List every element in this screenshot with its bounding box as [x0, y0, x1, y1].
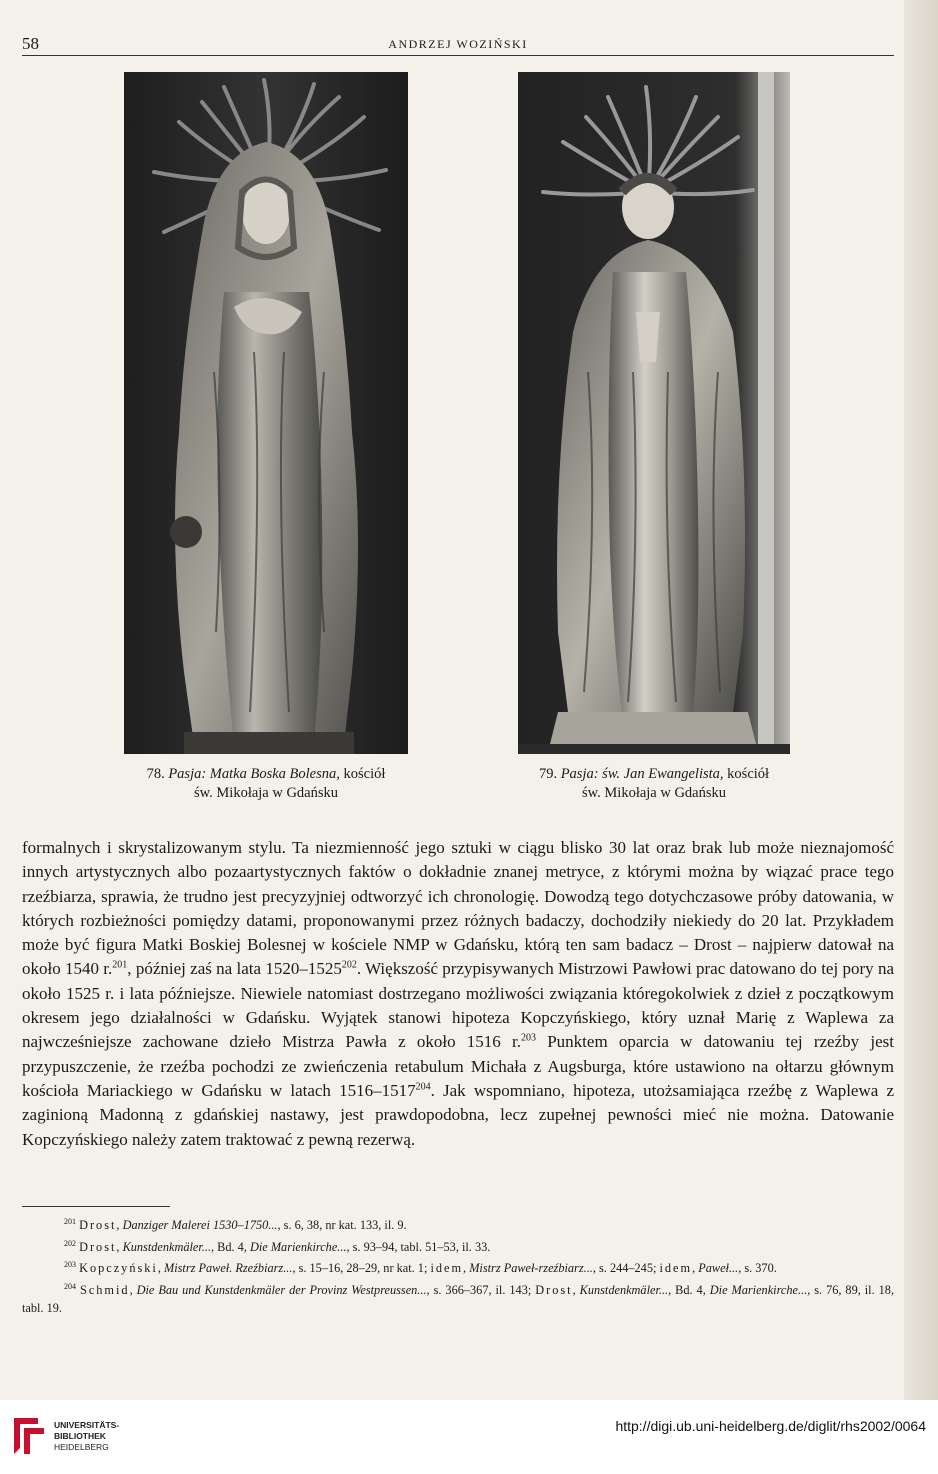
header-rule	[22, 55, 894, 56]
footnote-ref-202[interactable]: 202	[341, 959, 357, 971]
caption-title: Pasja: Matka Boska Bolesna,	[168, 766, 340, 782]
caption-title: Pasja: św. Jan Ewangelista,	[560, 766, 724, 782]
caption-text: kościół	[339, 766, 386, 782]
digitization-footer	[0, 1400, 938, 1474]
caption-number: 79.	[538, 766, 558, 782]
running-head: ANDRZEJ WOZIŃSKI	[388, 37, 528, 51]
figure-79-photo	[518, 72, 790, 754]
footnote-ref-203[interactable]: 203	[521, 1032, 536, 1044]
figure-78-caption	[104, 765, 428, 803]
mater-dolorosa-sculpture	[124, 72, 408, 754]
footnote-ref-204[interactable]: 204	[415, 1081, 431, 1093]
footnote-rule	[22, 1206, 170, 1207]
footnote-201: $^{201}$ Drost, Danziger Malerei 1530–1750..., s. 6, 38, nr kat. 133, il. 9.	[64, 1217, 407, 1233]
page-header	[22, 34, 894, 54]
library-name: UNIVERSITÄTS- BIBLIOTHEK HEIDELBERG	[54, 1420, 120, 1452]
caption-location: św. Mikołaja w Gdańsku	[581, 785, 727, 801]
figure-78-photo	[124, 72, 408, 754]
footnote-ref-201[interactable]: 201	[112, 959, 128, 971]
figure-79-caption	[494, 765, 814, 803]
page-edge	[904, 0, 938, 1400]
library-logo-icon[interactable]	[10, 1414, 48, 1458]
source-url-link[interactable]: http://digi.ub.uni-heidelberg.de/diglit/rhs2002/0064	[615, 1418, 926, 1434]
footnote-203: $^{203}$ Kopczyński, Mistrz Paweł. Rzeźbiarz..., s. 15–16, 28–29, nr kat. 1; idem, Mistrz Paweł-rzeźbiarz..., s. 244–245; idem, Paweł..., s. 370.	[64, 1260, 777, 1276]
body-paragraph: formalnych i skrystalizowanym stylu. Ta niezmienność jego sztuki w ciągu blisko 30 lat oraz brak lub może nieznajomość innych artystycznych albo pozaartystycznych faktów o dokładnie znanej metryce, z którymi można by wiązać prace tego rzeźbiarza, sprawia, że trudno jest precyzyjniej odtworzyć ich chronologię. Dowodzą tego dotychczasowe próby datowania, w których rozbieżności pomiędzy datami, proponowanymi przez różnych badaczy, dochodziły niekiedy do 20 lat. Przykładem może być figura Matki Boskiej Bolesnej w kościele NMP w Gdańsku, którą ten sam badacz – Drost – najpierw datował na około 1540 r.$^{201}$, później zaś na lata 1520–1525$^{202}$. Większość przypisywanych Mistrzowi Pawłowi prac datowano do tej pory na około 1525 r. i lata późniejsze. Niewiele natomiast dostrzegano możliwości związania któregokolwiek z dzieł z początkowym okresem jego działalności w Gdańsku. Wyjątek stanowi hipoteza Kopczyńskiego, który uznał Marię z Waplewa za najwcześniejsze zachowane dzieło Mistrza Pawła z około 1516 r.$^{203}$ Punktem oparcia w datowaniu tej rzeźby jest przypuszczenie, że rzeźba pochodzi ze zwieńczenia retabulum Michała z Augsburga, które ustawiono na ołtarzu głównym kościoła Mariackiego w Gdańsku w latach 1516–1517$^{204}$. Jak wspomniano, hipoteza, utożsamiająca rzeźbę z Waplewa z zaginioną Madonną z gdańskiej nastawy, jest prawdopodobna, lecz zupełnej pewności mieć nie można. Datowanie Kopczyńskiego należy zatem traktować z pewną rezerwą.	[22, 838, 895, 1149]
st-john-sculpture	[518, 72, 790, 754]
page-number: 58	[22, 34, 39, 53]
footnote-202: $^{202}$ Drost, Kunstdenkmäler..., Bd. 4, Die Marienkirche..., s. 93–94, tabl. 51–53, il. 33.	[64, 1238, 491, 1254]
footnote-204: $^{204}$ Schmid, Die Bau und Kunstdenkmäler der Provinz Westpreussen..., s. 366–367, il. 143; Drost, Kunstdenkmäler..., Bd. 4, Die Marienkirche..., s. 76, 89, il. 18, tabl. 19.	[22, 1281, 895, 1316]
caption-text: kościół	[723, 766, 770, 782]
footnotes	[22, 1213, 894, 1318]
caption-location: św. Mikołaja w Gdańsku	[193, 785, 339, 801]
caption-number: 78.	[146, 766, 165, 782]
